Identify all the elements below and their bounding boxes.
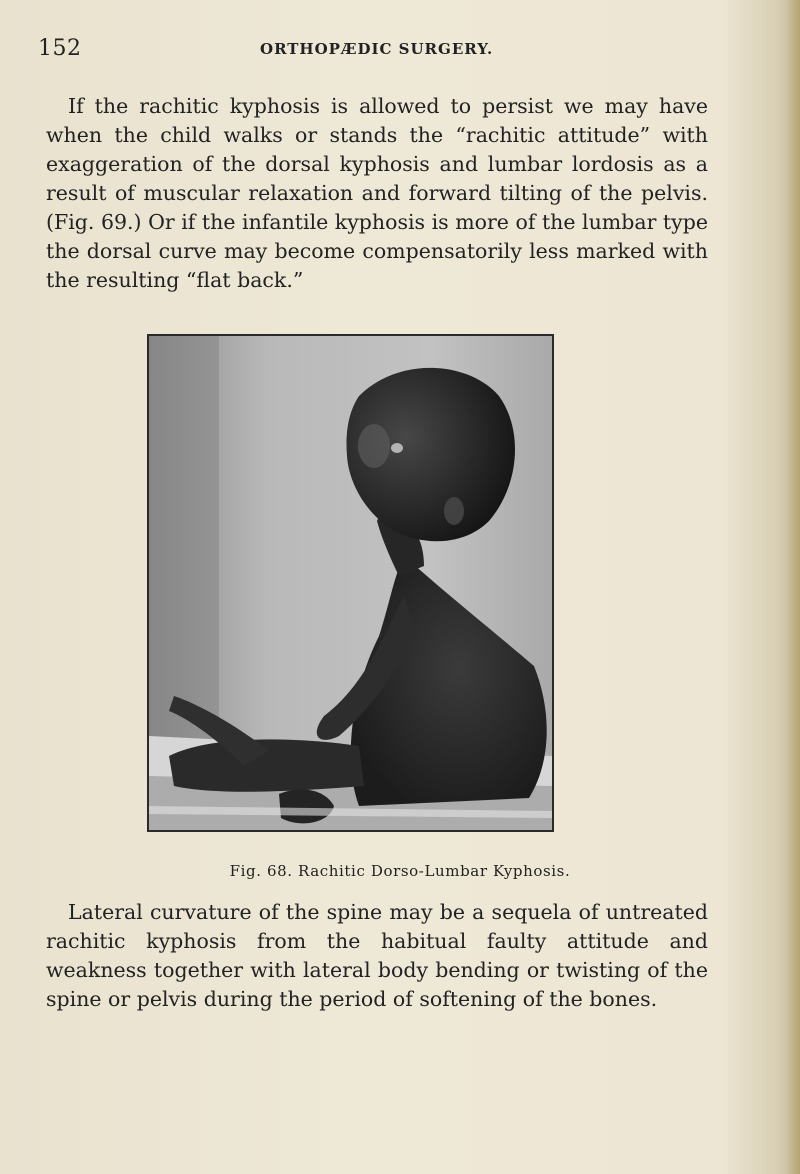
figure-photograph xyxy=(147,334,554,832)
page-edge-shadow xyxy=(786,0,800,1174)
figure-caption: Fig. 68. Rachitic Dorso-Lumbar Kyphosis. xyxy=(229,862,571,880)
paragraph-2: Lateral curvature of the spine may be a sequela of untreated rachitic kyphosis from the habitual faulty attitude and weakness together with lateral body bending or twisting of the spine or pelvis during the period of softening of the bones. xyxy=(46,900,708,1011)
page-header xyxy=(38,36,728,66)
paragraph-1: If the rachitic kyphosis is allowed to persist we may have when the child walks or stands the “rachitic attitude” with exaggeration of the dorsal kyphosis and lumbar lordosis as a result of muscular relaxation and forward tilting of the pelvis. (Fig. 69.) Or if the infantile kyphosis is more of the lumbar type the dorsal curve may become compensatorily less marked with the resulting “flat back.” xyxy=(46,94,708,292)
photo-child-kyphosis xyxy=(149,336,552,830)
running-head: ORTHOPÆDIC SURGERY. xyxy=(260,40,494,58)
page-number: 152 xyxy=(38,36,82,61)
